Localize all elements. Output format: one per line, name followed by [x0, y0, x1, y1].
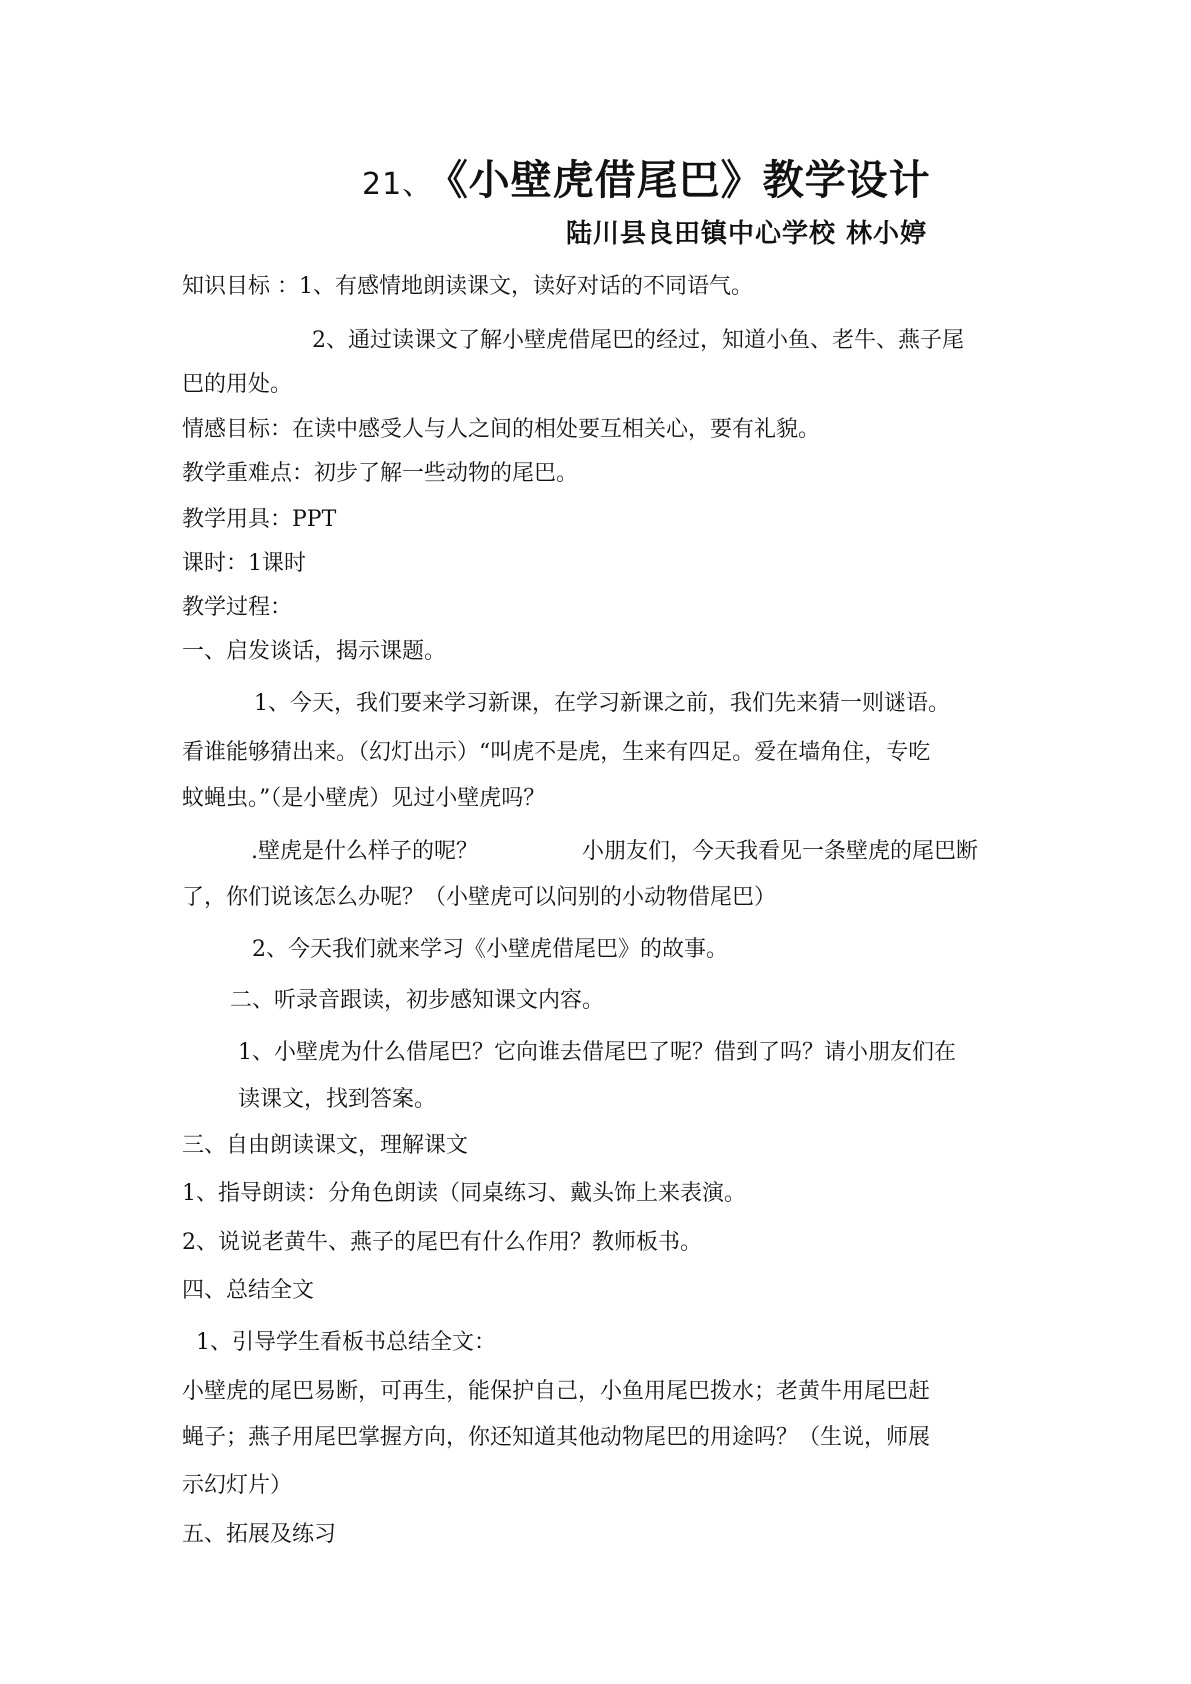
section-1-para-3: 2、今天我们就来学习《小壁虎借尾巴》的故事。 [252, 937, 728, 962]
section-3-para-2: 2、说说老黄牛、燕子的尾巴有什么作用？教师板书。 [182, 1230, 702, 1255]
document-title [362, 152, 931, 213]
section-1-para-1-line-3: 蚊蝇虫。”（是小壁虎）见过小壁虎吗？ [182, 786, 546, 811]
class-hours: 课时：1课时 [182, 551, 306, 576]
section-1-para-1: 1、今天，我们要来学习新课，在学习新课之前，我们先来猜一则谜语。 [254, 691, 950, 716]
section-5-heading: 五、拓展及练习 [182, 1522, 337, 1547]
teaching-tools: 教学用具：PPT [182, 507, 337, 532]
title-number: 21、 [362, 167, 434, 202]
section-2-para-1-line-2: 读课文，找到答案。 [238, 1087, 437, 1112]
section-1-para-2-line-2: 了，你们说该怎么办呢？（小壁虎可以问别的小动物借尾巴） [182, 885, 777, 910]
section-1-para-2-left: .壁虎是什么样子的呢？ [251, 839, 478, 864]
knowledge-goal-item-1: 1、有感情地朗读课文，读好对话的不同语气。 [299, 274, 753, 299]
section-4-heading: 四、总结全文 [182, 1278, 315, 1303]
author-line: 陆川县良田镇中心学校 林小婷 [566, 219, 928, 249]
knowledge-goal-item-2: 2、通过读课文了解小壁虎借尾巴的经过，知道小鱼、老牛、燕子尾 [312, 328, 964, 353]
knowledge-goal-item-2-cont: 巴的用处。 [182, 372, 293, 397]
section-4-para-2-line-2: 蝇子；燕子用尾巴掌握方向，你还知道其他动物尾巴的用途吗？（生说，师展 [182, 1425, 931, 1450]
section-3-para-1: 1、指导朗读：分角色朗读（同桌练习、戴头饰上来表演。 [182, 1181, 746, 1206]
key-points: 教学重难点：初步了解一些动物的尾巴。 [182, 461, 579, 486]
knowledge-goal [182, 271, 753, 303]
section-4-para-2: 小壁虎的尾巴易断，可再生，能保护自己，小鱼用尾巴拨水；老黄牛用尾巴赶 [182, 1379, 931, 1404]
process-heading: 教学过程： [182, 595, 293, 620]
section-1-heading: 一、启发谈话，揭示课题。 [182, 639, 447, 664]
section-1-para-1-line-2: 看谁能够猜出来。（幻灯出示）“叫虎不是虎，生来有四足。爱在墙角住，专吃 [182, 740, 931, 765]
section-4-para-1: 1、引导学生看板书总结全文： [196, 1330, 496, 1355]
section-2-heading: 二、听录音跟读，初步感知课文内容。 [230, 988, 605, 1013]
section-3-heading: 三、自由朗读课文，理解课文 [182, 1133, 469, 1158]
knowledge-goal-label: 知识目标 ： [182, 274, 299, 299]
section-4-para-2-line-3: 示幻灯片） [182, 1473, 293, 1498]
emotion-goal: 情感目标：在读中感受人与人之间的相处要互相关心，要有礼貌。 [182, 417, 821, 442]
section-2-para-1: 1、小壁虎为什么借尾巴？它向谁去借尾巴了呢？借到了吗？请小朋友们在 [238, 1040, 956, 1065]
section-1-para-2-right: 小朋友们，今天我看见一条壁虎的尾巴断 [582, 839, 979, 864]
title-text: 《小壁虎借尾巴》教学设计 [447, 156, 931, 204]
